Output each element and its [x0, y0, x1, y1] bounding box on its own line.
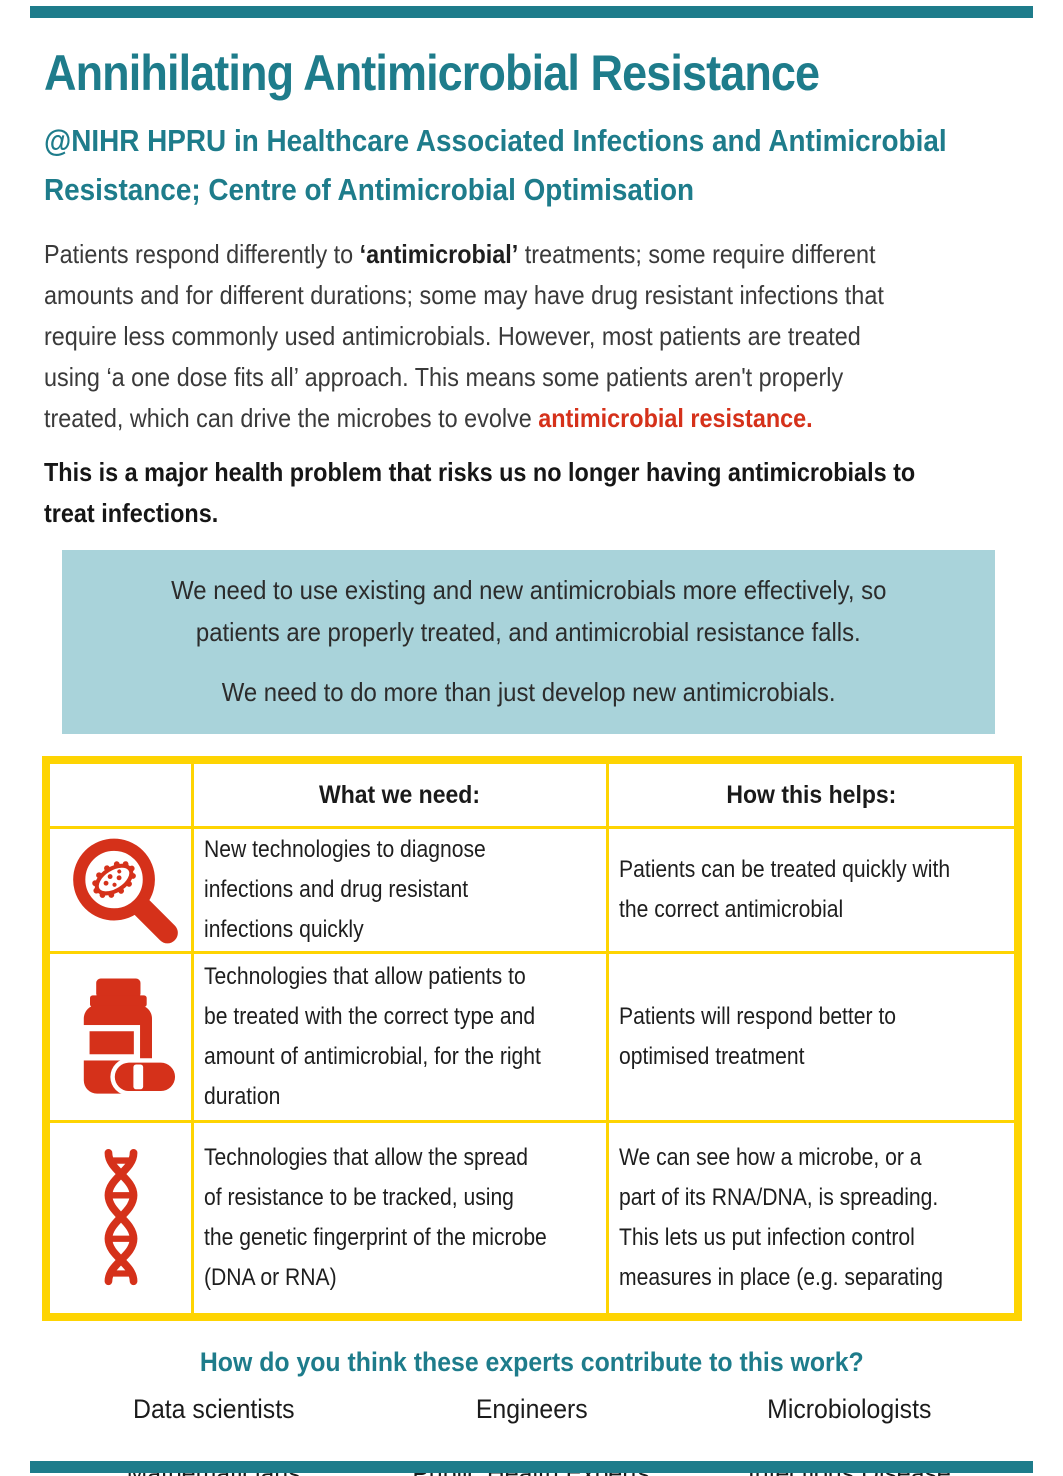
table-header-blank — [50, 764, 191, 826]
help-cell-3: We can see how a microbe, or a part of its RNA/DNA, is spreading. This lets us put infection control measures in place (e.g. separating — [609, 1123, 1014, 1313]
bottom-rule — [30, 1461, 1033, 1473]
dna-icon — [50, 1123, 191, 1313]
table-header-need: What we need: — [194, 764, 606, 826]
callout-box: We need to use existing and new antimicrobials more effectively, so patients are properly treated, and antimicrobial resistance falls. We need to do more than just develop new antimicrobials. — [62, 550, 995, 734]
page-subtitle: @NIHR HPRU in Healthcare Associated Infections and Antimicrobial Resistance; Centre of Antimicrobial Optimisation — [44, 123, 947, 207]
bold-antimicrobial: ‘antimicrobial’ — [359, 239, 519, 269]
expert-label-data-scientists: Data scientists — [133, 1394, 295, 1424]
expert-label-microbiologists: Microbiologists — [767, 1394, 932, 1424]
help-cell-1: Patients can be treated quickly with the correct antimicrobial — [609, 829, 1014, 951]
help-cell-2: Patients will respond better to optimised treatment — [609, 954, 1014, 1120]
need-cell-1: New technologies to diagnose infections and drug resistant infections quickly — [194, 829, 606, 951]
red-antimicrobial-resistance: antimicrobial resistance. — [538, 403, 813, 433]
needs-table — [42, 756, 1022, 1321]
need-cell-3: Technologies that allow the spread of resistance to be tracked, using the genetic fingerprint of the microbe (DNA or RNA) — [194, 1123, 606, 1313]
need-cell-2: Technologies that allow patients to be treated with the correct type and amount of antimicrobial, for the right duration — [194, 954, 606, 1120]
table-header-help: How this helps: — [609, 764, 1014, 826]
pill-bottle-icon — [50, 954, 191, 1120]
magnifier-microbe-icon — [50, 829, 191, 951]
top-rule — [30, 6, 1033, 18]
expert-label-engineers: Engineers — [475, 1394, 588, 1424]
key-statement: This is a major health problem that risks us no longer having antimicrobials to treat infections. — [44, 457, 916, 528]
intro-paragraph: Patients respond differently to ‘antimicrobial’ treatments; some require different amounts and for different durations; some may have drug resistant infections that require less commonly used antimicrobials. However, most patients are treated using ‘a one dose fits all’ approach. This means some patients aren't properly treated, which can drive the microbes to evolve antimicrobial resistance. — [44, 239, 884, 433]
experts-question: How do you think these experts contribute to this work? — [199, 1347, 864, 1377]
page-title: Annihilating Antimicrobial Resistance — [44, 45, 820, 101]
